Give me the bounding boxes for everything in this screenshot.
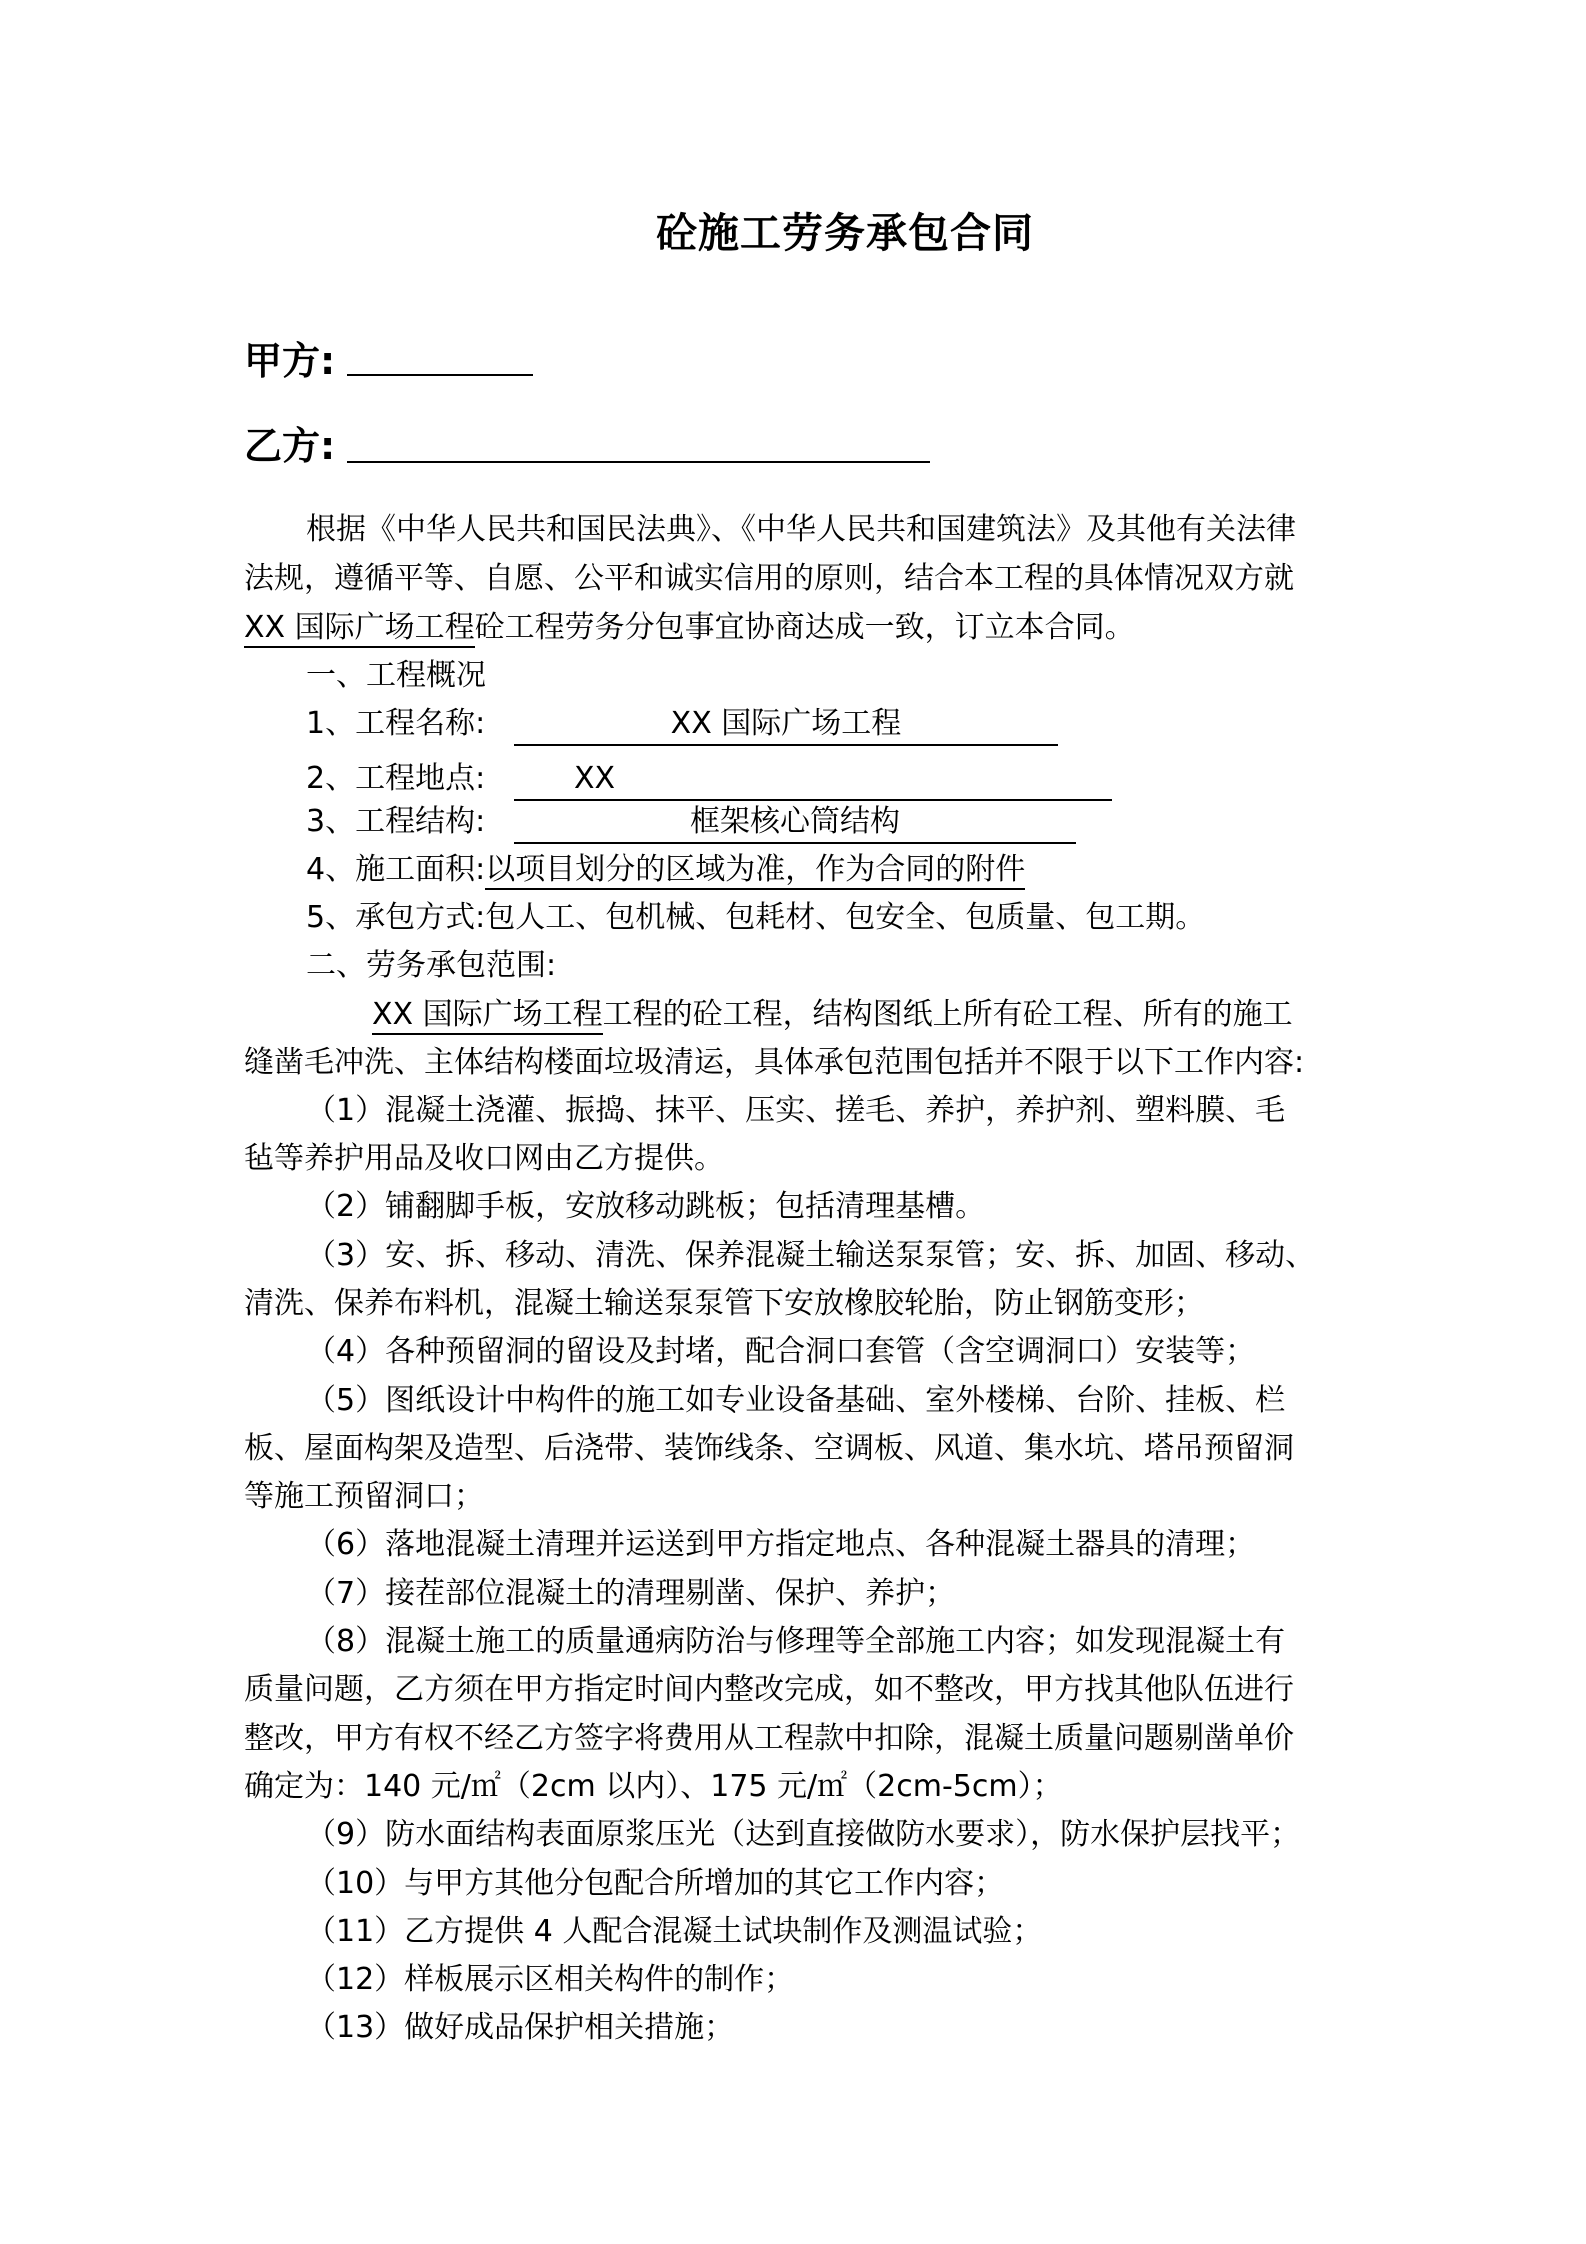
section-1-heading: 一、工程概况 xyxy=(306,658,486,693)
scope-item-line: （1）混凝土浇灌、振捣、抹平、压实、搓毛、养护，养护剂、塑料膜、毛 xyxy=(306,1093,1286,1128)
scope-line-1-rest: 工程的砼工程，结构图纸上所有砼工程、所有的施工 xyxy=(602,997,1293,1032)
project-name-underlined: XX 国际广场工程 xyxy=(244,610,475,648)
scope-item-line: （6）落地混凝土清理并运送到甲方指定地点、各种混凝土器具的清理； xyxy=(306,1527,1256,1562)
scope-item-line: 毡等养护用品及收口网由乙方提供。 xyxy=(244,1141,724,1176)
item-1-label: 1、工程名称: xyxy=(306,706,486,741)
item-1-value: XX 国际广场工程 xyxy=(514,704,1058,746)
scope-item-line: （7）接茬部位混凝土的清理剔凿、保护、养护； xyxy=(306,1576,956,1611)
scope-item-line: （4）各种预留洞的留设及封堵，配合洞口套管（含空调洞口）安装等； xyxy=(306,1334,1256,1369)
scope-item-line: （12）样板展示区相关构件的制作； xyxy=(306,1962,795,1997)
party-a-blank xyxy=(347,372,533,376)
section-2-heading: 二、劳务承包范围: xyxy=(306,948,557,983)
scope-item-line: （9）防水面结构表面原浆压光（达到直接做防水要求），防水保护层找平； xyxy=(306,1817,1301,1852)
scope-item-line: （13）做好成品保护相关措施； xyxy=(306,2010,735,2045)
intro-line-3-rest: 砼工程劳务分包事宜协商达成一致，订立本合同。 xyxy=(474,610,1135,645)
scope-item-line: 整改，甲方有权不经乙方签字将费用从工程款中扣除，混凝土质量问题剔凿单价 xyxy=(244,1721,1294,1756)
intro-line-3 xyxy=(244,608,1135,648)
scope-item-line: 板、屋面构架及造型、后浇带、装饰线条、空调板、风道、集水坑、塔吊预留洞 xyxy=(244,1431,1294,1466)
item-4-label xyxy=(306,850,1025,890)
scope-item-line: （10）与甲方其他分包配合所增加的其它工作内容； xyxy=(306,1866,1005,1901)
item-3-label: 3、工程结构: xyxy=(306,804,486,839)
scope-item-line: （5）图纸设计中构件的施工如专业设备基础、室外楼梯、台阶、挂板、栏 xyxy=(306,1383,1286,1418)
item-2-label: 2、工程地点: xyxy=(306,761,486,796)
item-3-value: 框架核心筒结构 xyxy=(514,802,1076,844)
party-b-label: 乙方: xyxy=(244,424,336,468)
item-2-value: XX xyxy=(514,759,1112,801)
party-a-label: 甲方: xyxy=(244,339,336,383)
party-b-blank xyxy=(347,459,930,463)
intro-line-1: 根据《中华人民共和国民法典》、《中华人民共和国建筑法》及其他有关法律 xyxy=(306,512,1296,547)
scope-item-line: 质量问题，乙方须在甲方指定时间内整改完成，如不整改，甲方找其他队伍进行 xyxy=(244,1672,1294,1707)
scope-line-2: 缝凿毛冲洗、主体结构楼面垃圾清运，具体承包范围包括并不限于以下工作内容: xyxy=(244,1045,1305,1080)
item-5 xyxy=(306,898,1205,938)
scope-item-line: 等施工预留洞口； xyxy=(244,1479,484,1514)
scope-item-line: （2）铺翻脚手板，安放移动跳板；包括清理基槽。 xyxy=(306,1189,986,1224)
item-5-value: 包人工、包机械、包耗材、包安全、包质量、包工期。 xyxy=(485,900,1206,935)
scope-project-underlined: XX 国际广场工程 xyxy=(372,997,603,1035)
scope-item-line: （11）乙方提供 4 人配合混凝土试块制作及测温试验； xyxy=(306,1914,1043,1949)
intro-line-2: 法规，遵循平等、自愿、公平和诚实信用的原则，结合本工程的具体情况双方就 xyxy=(244,561,1294,596)
item-5-label: 5、承包方式: xyxy=(306,900,486,935)
scope-item-line: 清洗、保养布料机，混凝土输送泵泵管下安放橡胶轮胎，防止钢筋变形； xyxy=(244,1286,1204,1321)
scope-item-line: （8）混凝土施工的质量通病防治与修理等全部施工内容；如发现混凝土有 xyxy=(306,1624,1286,1659)
scope-item-line: （3）安、拆、移动、清洗、保养混凝土输送泵泵管；安、拆、加固、移动、 xyxy=(306,1238,1316,1273)
scope-item-line: 确定为：140 元/㎡（2cm 以内）、175 元/㎡（2cm-5cm）； xyxy=(244,1769,1063,1804)
item-4-label-text: 4、施工面积: xyxy=(306,852,486,887)
document-title: 砼施工劳务承包合同 xyxy=(656,209,1034,257)
item-4-value: 以项目划分的区域为准，作为合同的附件 xyxy=(485,852,1025,890)
scope-line-1 xyxy=(372,995,1293,1035)
